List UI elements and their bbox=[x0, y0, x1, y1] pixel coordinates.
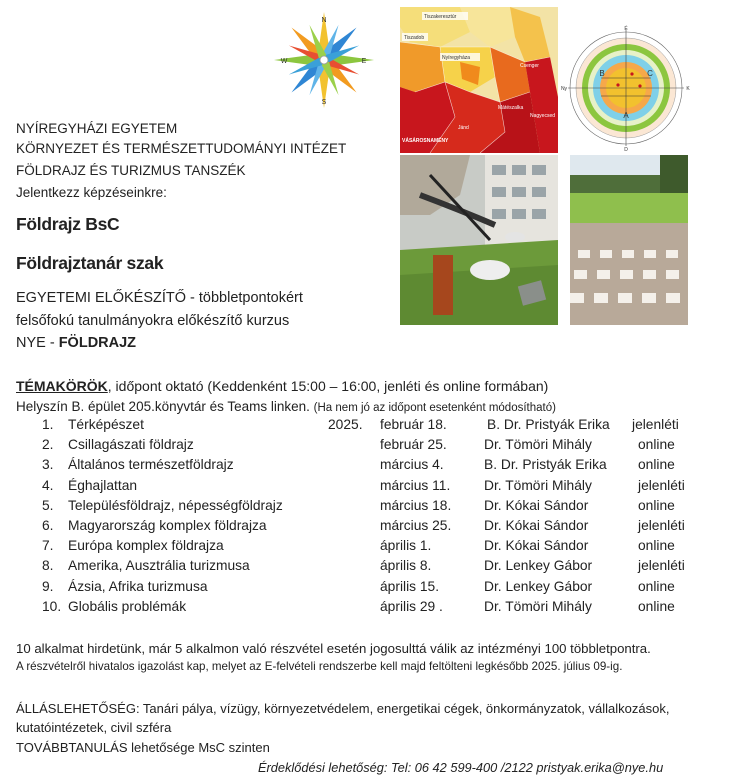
compass-n-label: N bbox=[321, 17, 327, 24]
schedule-location: Helyszín B. épület 205.könyvtár és Teams linken. (Ha nem jó az időpont esetenként módosítható) bbox=[16, 399, 556, 414]
row-mode: jelenléti bbox=[638, 477, 685, 493]
row-mode: jelenléti bbox=[638, 558, 685, 574]
row-mode: online bbox=[638, 497, 675, 513]
certificate-note: A részvételről hivatalos igazolást kap, melyet az E-felvételi rendszerbe kell majd feltölteni legkésőbb 2025. július 09-ig. bbox=[16, 660, 623, 673]
row-mode: jelenléti bbox=[638, 518, 685, 533]
schedule-row bbox=[0, 558, 739, 578]
diagram-label-west: Ny bbox=[560, 86, 568, 92]
map-label-6: Csenger bbox=[520, 63, 539, 69]
row-topic: Általános természetföldrajz bbox=[68, 457, 234, 473]
row-date: április 8. bbox=[380, 558, 432, 574]
prep-line-2: felsőfokú tanulmányokra előkészítő kurzus bbox=[16, 313, 290, 329]
diagram-label-b: B bbox=[599, 69, 605, 78]
row-topic: Éghajlattan bbox=[68, 477, 138, 493]
row-year: 2025. bbox=[328, 417, 363, 432]
map-label-3: Nyíregyháza bbox=[442, 55, 471, 61]
row-topic: Magyarország komplex földrajza bbox=[68, 518, 267, 533]
diagram-label-a: A bbox=[623, 111, 629, 120]
schedule-row bbox=[0, 538, 739, 558]
row-teacher: Dr. Tömöri Mihály bbox=[484, 437, 592, 453]
diagram-label-c: C bbox=[647, 69, 653, 78]
row-mode: online bbox=[638, 457, 675, 473]
row-teacher: Dr. Tömöri Mihály bbox=[484, 598, 592, 614]
row-mode: online bbox=[638, 598, 675, 614]
row-number: 5. bbox=[42, 497, 54, 513]
row-teacher: Dr. Kókai Sándor bbox=[484, 538, 589, 554]
row-teacher: Dr. Kókai Sándor bbox=[484, 518, 589, 533]
participation-note: 10 alkalmat hirdetünk, már 5 alkalmon való részvétel esetén jogosulttá válik az intézményi 100 többletpontra. bbox=[16, 641, 651, 656]
sundial-photo bbox=[400, 155, 558, 325]
row-date: április 15. bbox=[380, 578, 440, 594]
university-name: NYÍREGYHÁZI EGYETEM bbox=[16, 121, 178, 136]
row-number: 10. bbox=[42, 598, 62, 614]
row-topic: Településföldrajz, népességföldrajz bbox=[68, 497, 283, 513]
careers-line-1: ÁLLÁSLEHETŐSÉG: Tanári pálya, vízügy, környezetvédelem, energetikai cégek, önkormányzatok, vállalkozások, bbox=[16, 701, 670, 716]
row-number: 8. bbox=[42, 558, 54, 574]
map-label-1: Tiszakeresztúr bbox=[424, 14, 457, 20]
row-date: március 4. bbox=[380, 457, 444, 473]
row-number: 4. bbox=[42, 477, 54, 493]
compass-s-label: S bbox=[321, 99, 327, 106]
row-date: április 29 . bbox=[380, 598, 443, 614]
program-teacher: Földrajztanár szak bbox=[16, 253, 164, 273]
row-mode: online bbox=[638, 538, 675, 554]
map-label-4: VÁSÁROSNAMÉNY bbox=[402, 138, 449, 144]
row-topic: Ázsia, Afrika turizmusa bbox=[68, 578, 208, 594]
prep-line-1: EGYETEMI ELŐKÉSZÍTŐ - többletpontokért bbox=[16, 290, 303, 306]
schedule-row bbox=[0, 599, 739, 619]
careers-line-2: kutatóintézetek, civil szféra bbox=[16, 720, 172, 735]
row-number: 2. bbox=[42, 437, 54, 453]
schedule-row bbox=[0, 498, 739, 518]
schedule-row bbox=[0, 457, 739, 477]
row-date: március 25. bbox=[380, 518, 452, 533]
landscape-photo bbox=[570, 155, 688, 325]
further-study: TOVÁBBTANULÁS lehetősége MsC szinten bbox=[16, 740, 270, 755]
row-number: 3. bbox=[42, 457, 54, 473]
contact-info: Érdeklődési lehetőség: Tel: 06 42 599-400 /2122 pristyak.erika@nye.hu bbox=[258, 760, 664, 775]
row-teacher: Dr. Lenkey Gábor bbox=[484, 558, 593, 574]
row-number: 6. bbox=[42, 518, 54, 533]
circular-diagram-image bbox=[560, 22, 690, 156]
row-topic: Globális problémák bbox=[68, 598, 187, 614]
row-mode: online bbox=[638, 437, 675, 453]
department-name: FÖLDRAJZ ÉS TURIZMUS TANSZÉK bbox=[16, 163, 246, 178]
row-number: 9. bbox=[42, 578, 54, 594]
row-topic: Európa komplex földrajza bbox=[68, 538, 224, 554]
compass-e-label: E bbox=[361, 58, 367, 65]
map-label-2: Tiszadob bbox=[404, 35, 425, 41]
diagram-label-north: É bbox=[624, 26, 628, 32]
schedule-heading: TÉMAKÖRÖK, időpont oktató (Keddenként 15:00 – 16:00, jenléti és online formában) bbox=[16, 378, 549, 394]
row-date: február 18. bbox=[380, 417, 447, 432]
compass-w-label: W bbox=[280, 58, 288, 65]
prep-line-3: NYE - FÖLDRAJZ bbox=[16, 335, 137, 351]
row-teacher: B. Dr. Pristyák Erika bbox=[487, 417, 610, 432]
diagram-label-east: K bbox=[686, 86, 690, 92]
schedule-row bbox=[0, 478, 739, 498]
row-mode: online bbox=[638, 578, 675, 594]
row-date: március 11. bbox=[380, 477, 451, 493]
row-topic: Csillagászati földrajz bbox=[68, 437, 194, 453]
row-topic: Amerika, Ausztrália turizmusa bbox=[68, 558, 250, 574]
apply-prompt: Jelentkezz képzéseinkre: bbox=[16, 185, 167, 200]
institute-name: KÖRNYEZET ÉS TERMÉSZETTUDOMÁNYI INTÉZET bbox=[16, 141, 347, 156]
row-date: április 1. bbox=[380, 538, 432, 554]
row-number: 7. bbox=[42, 538, 54, 554]
map-label-8: Nagyecsed bbox=[530, 113, 556, 119]
schedule-row bbox=[0, 417, 739, 437]
row-date: február 25. bbox=[380, 437, 447, 453]
row-teacher: Dr. Lenkey Gábor bbox=[484, 578, 593, 594]
program-bsc: Földrajz BsC bbox=[16, 214, 120, 234]
schedule-row bbox=[0, 437, 739, 457]
schedule-row bbox=[0, 579, 739, 599]
county-map-image bbox=[400, 7, 558, 153]
row-teacher: Dr. Kókai Sándor bbox=[484, 497, 589, 513]
map-label-7: Mátészalka bbox=[498, 105, 524, 111]
row-date: március 18. bbox=[380, 497, 452, 513]
row-mode: jelenléti bbox=[632, 417, 679, 432]
row-teacher: Dr. Tömöri Mihály bbox=[484, 477, 592, 493]
row-number: 1. bbox=[42, 417, 54, 432]
compass-rose-image bbox=[270, 8, 378, 112]
map-label-5: Jánd bbox=[458, 125, 469, 131]
row-topic: Térképészet bbox=[68, 417, 144, 432]
row-teacher: B. Dr. Pristyák Erika bbox=[484, 457, 607, 473]
diagram-label-south: D bbox=[624, 147, 628, 153]
schedule-row bbox=[0, 518, 739, 538]
